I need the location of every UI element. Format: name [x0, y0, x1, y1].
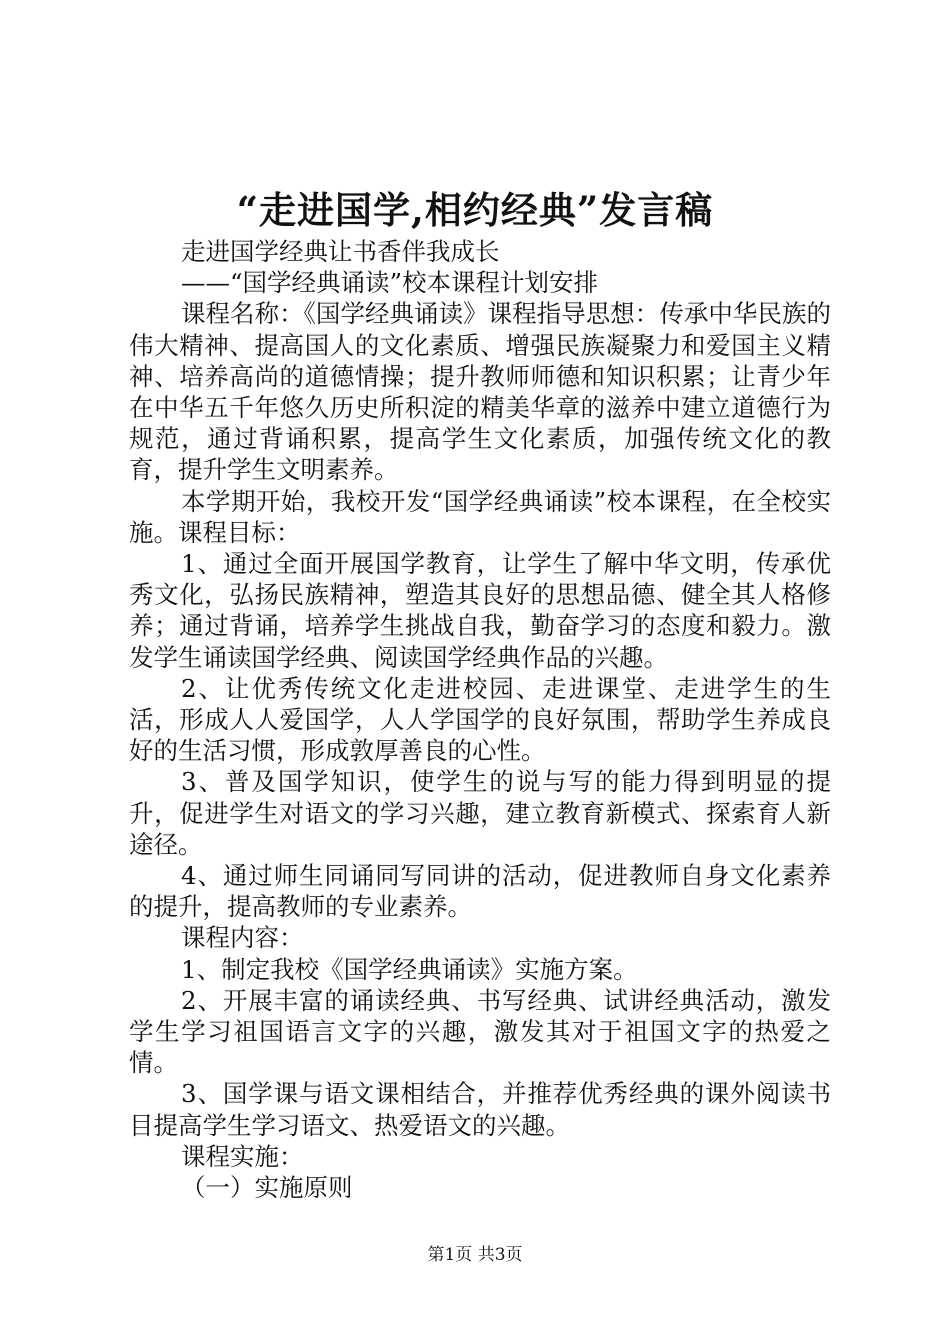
paragraph-content-1: 1、制定我校《国学经典诵读》实施方案。 — [181, 954, 638, 984]
paragraph-subtitle: 走进国学经典让书香伴我成长 — [181, 237, 500, 266]
page-footer: 第1页 共3页 — [427, 1245, 523, 1265]
document-body — [129, 236, 831, 1203]
paragraph-content-heading: 课程内容： — [181, 923, 304, 953]
document-title: “走进国学,相约经典”发言稿 — [236, 188, 714, 232]
paragraph-course-name: 课程名称：《国学经典诵读》课程指导思想：传承中华民族的伟大精神、提高国人的文化素质、增强民族凝聚力和爱国主义精神、培养高尚的道德情操；提升教师师德和知识积累；让青少年在中华五千年悠久历史所积淀的精美华章的滋养中建立道德行为规范，通过背诵积累，提高学生文化素质，加强传统文化的教育，提升学生文明素养。 — [129, 299, 831, 485]
paragraph-goal-1: 1、通过全面开展国学教育，让学生了解中华文明，传承优秀文化，弘扬民族精神，塑造其良好的思想品德、健全其人格修养；通过背诵，培养学生挑战自我，勤奋学习的态度和毅力。激发学生诵读国学经典、阅读国学经典作品的兴趣。 — [129, 549, 831, 672]
paragraph-goal-4: 4、通过师生同诵同写同讲的活动，促进教师自身文化素养的提升，提高教师的专业素养。 — [129, 861, 831, 922]
paragraph-principles-heading: （一）实施原则 — [181, 1173, 353, 1203]
paragraph-content-2: 2、开展丰富的诵读经典、书写经典、试讲经典活动，激发学生学习祖国语言文字的兴趣，激发其对于祖国文字的热爱之情。 — [129, 985, 831, 1078]
paragraph-goal-2: 2、让优秀传统文化走进校园、走进课堂、走进学生的生活，形成人人爱国学，人人学国学的良好氛围，帮助学生养成良好的生活习惯，形成敦厚善良的心性。 — [129, 673, 831, 766]
paragraph-goal-3: 3、普及国学知识，使学生的说与写的能力得到明显的提升，促进学生对语文的学习兴趣，建立教育新模式、探索育人新途径。 — [129, 767, 831, 859]
paragraph-implementation-heading: 课程实施： — [181, 1141, 304, 1171]
paragraph-content-3: 3、国学课与语文课相结合，并推荐优秀经典的课外阅读书目提高学生学习语文、热爱语文的兴趣。 — [129, 1079, 831, 1140]
paragraph-semester: 本学期开始，我校开发“国学经典诵读”校本课程，在全校实施。课程目标： — [129, 486, 831, 547]
paragraph-subtitle-sub: ——“国学经典诵读”校本课程计划安排 — [181, 268, 599, 298]
